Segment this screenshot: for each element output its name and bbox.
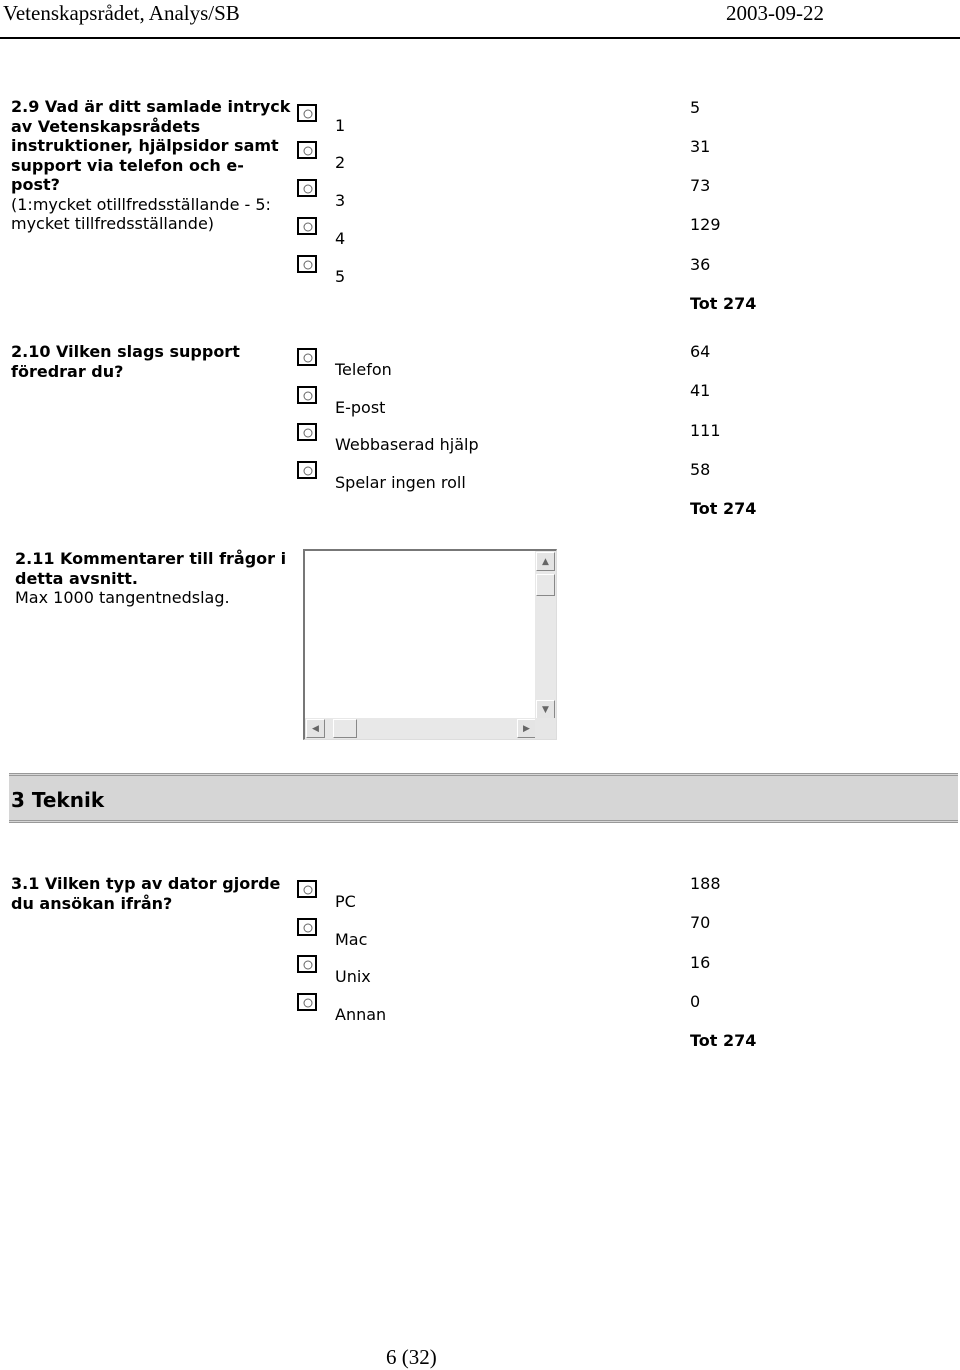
- q31-total: Tot 274: [690, 1031, 757, 1050]
- radio-button[interactable]: [297, 955, 317, 973]
- comment-textarea[interactable]: [303, 549, 557, 740]
- section-header: [9, 773, 958, 823]
- radio-button[interactable]: [297, 461, 317, 479]
- radio-button[interactable]: [297, 255, 317, 273]
- q210-title-line: föredrar du?: [11, 361, 124, 381]
- q31-title-line: du ansökan ifrån?: [11, 893, 173, 913]
- radio-button[interactable]: [297, 423, 317, 441]
- q31-count: 16: [690, 953, 711, 972]
- header-rule: [0, 37, 960, 39]
- q210-count: 41: [690, 381, 711, 400]
- scroll-corner: [535, 718, 556, 739]
- q29-count: 5: [690, 98, 701, 117]
- q210-title-line: 2.10 Vilken slags support: [11, 342, 240, 361]
- question-2-10: [11, 342, 301, 381]
- q210-count: 111: [690, 421, 721, 440]
- q29-title-line: 2.9 Vad är ditt samlade intryck: [11, 97, 291, 116]
- scroll-right-icon[interactable]: ▶: [517, 719, 536, 738]
- q31-option: Annan: [335, 1005, 387, 1024]
- radio-button[interactable]: [297, 880, 317, 898]
- question-3-1: [11, 874, 301, 913]
- q29-count: 31: [690, 137, 711, 156]
- radio-button[interactable]: [297, 141, 317, 159]
- q29-title-line: post?: [11, 175, 60, 194]
- q210-total: Tot 274: [690, 499, 757, 518]
- q210-count: 58: [690, 460, 711, 479]
- q210-option: Spelar ingen roll: [335, 473, 466, 492]
- radio-button[interactable]: [297, 179, 317, 197]
- radio-button[interactable]: [297, 348, 317, 366]
- q29-total: Tot 274: [690, 294, 757, 313]
- q31-option: Mac: [335, 930, 368, 949]
- q31-option: PC: [335, 892, 356, 911]
- q211-limit-note: Max 1000 tangentnedslag.: [15, 588, 230, 607]
- header-date: 2003-09-22: [726, 1, 824, 25]
- header-org: Vetenskapsrådet, Analys/SB: [3, 1, 240, 25]
- q29-option: 5: [335, 267, 346, 286]
- q29-scale-note: mycket tillfredsställande): [11, 214, 215, 233]
- q29-count: 36: [690, 255, 711, 274]
- q29-title-line: instruktioner, hjälpsidor samt: [11, 136, 279, 155]
- radio-button[interactable]: [297, 104, 317, 122]
- horizontal-scroll-thumb[interactable]: [333, 719, 357, 738]
- q29-count: 73: [690, 176, 711, 195]
- scroll-down-icon[interactable]: ▼: [536, 700, 555, 719]
- q29-scale-note: (1:mycket otillfredsställande - 5:: [11, 194, 271, 214]
- q31-title-line: 3.1 Vilken typ av dator gjorde: [11, 874, 281, 893]
- q29-option: 3: [335, 191, 346, 210]
- question-2-9: [11, 97, 301, 234]
- radio-button[interactable]: [297, 386, 317, 404]
- q210-count: 64: [690, 342, 711, 361]
- q210-option: E-post: [335, 398, 386, 417]
- page-number: 6 (32): [386, 1345, 437, 1369]
- vertical-scroll-thumb[interactable]: [536, 574, 555, 596]
- scroll-up-icon[interactable]: ▲: [536, 552, 555, 571]
- page-header: [0, 0, 960, 30]
- horizontal-scrollbar[interactable]: [305, 718, 536, 739]
- question-2-11: [15, 549, 305, 608]
- q29-option: 1: [335, 116, 346, 135]
- q211-title-line: 2.11 Kommentarer till frågor i: [15, 549, 287, 568]
- section-title: 3 Teknik: [11, 788, 105, 812]
- radio-button[interactable]: [297, 918, 317, 936]
- q31-count: 70: [690, 913, 711, 932]
- scroll-left-icon[interactable]: ◀: [306, 719, 325, 738]
- q31-option: Unix: [335, 967, 371, 986]
- q29-option: 4: [335, 229, 346, 248]
- q29-option: 2: [335, 153, 346, 172]
- q31-count: 188: [690, 874, 721, 893]
- q29-title-line: av Vetenskapsrådets: [11, 116, 201, 136]
- q210-option: Telefon: [335, 360, 392, 379]
- q29-count: 129: [690, 215, 721, 234]
- vertical-scrollbar[interactable]: [535, 551, 556, 719]
- q211-title-line: detta avsnitt.: [15, 568, 138, 588]
- q29-title-line: support via telefon och e-: [11, 155, 244, 175]
- radio-button[interactable]: [297, 217, 317, 235]
- q31-count: 0: [690, 992, 701, 1011]
- q210-option: Webbaserad hjälp: [335, 435, 479, 454]
- radio-button[interactable]: [297, 993, 317, 1011]
